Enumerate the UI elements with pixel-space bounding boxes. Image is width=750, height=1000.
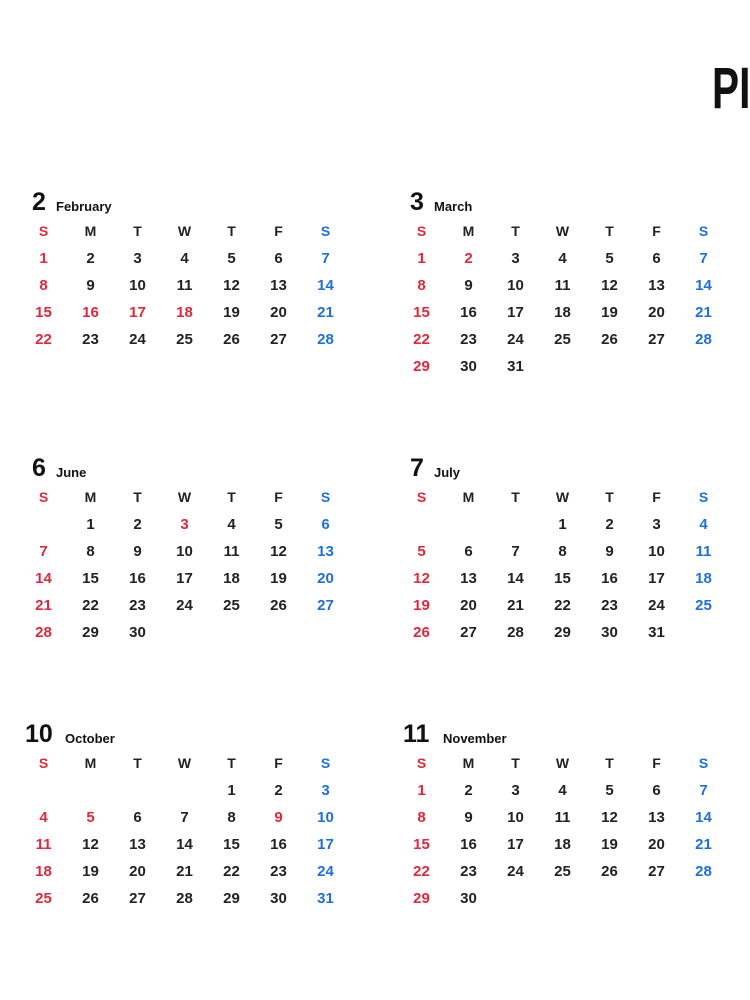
day-cell: 27 xyxy=(317,597,334,614)
day-cell: 16 xyxy=(270,836,287,853)
day-cell: 17 xyxy=(507,304,524,321)
day-cell: 2 xyxy=(464,250,473,267)
month-header xyxy=(398,188,728,218)
weekday-label: M xyxy=(84,223,97,239)
day-cell: 14 xyxy=(317,277,334,294)
day-cell: 19 xyxy=(270,570,287,587)
day-cell: 28 xyxy=(35,624,52,641)
day-cell: 14 xyxy=(176,836,193,853)
month-day-grid xyxy=(20,750,350,912)
day-cell: 29 xyxy=(82,624,99,641)
weekday-label: S xyxy=(320,755,331,771)
day-cell: 3 xyxy=(511,782,520,799)
day-cell: 21 xyxy=(695,304,712,321)
day-cell: 24 xyxy=(129,331,146,348)
month-header xyxy=(20,454,350,484)
day-cell: 25 xyxy=(695,597,712,614)
day-cell: 24 xyxy=(648,597,665,614)
month-november xyxy=(398,720,728,912)
day-cell: 10 xyxy=(129,277,146,294)
day-cell: 23 xyxy=(82,331,99,348)
day-cell: 31 xyxy=(317,890,334,907)
day-cell: 23 xyxy=(460,863,477,880)
day-cell: 8 xyxy=(227,809,236,826)
day-cell: 6 xyxy=(464,543,473,560)
page-title-fragment: PI xyxy=(712,56,750,121)
weekday-label: F xyxy=(274,489,283,505)
day-cell: 27 xyxy=(648,863,665,880)
day-cell: 10 xyxy=(648,543,665,560)
day-cell: 30 xyxy=(460,890,477,907)
day-cell: 11 xyxy=(223,543,240,560)
day-cell: 9 xyxy=(133,543,142,560)
day-cell: 16 xyxy=(82,304,99,321)
empty-day-cell xyxy=(398,511,445,538)
day-cell: 15 xyxy=(35,304,52,321)
empty-day-cell xyxy=(20,511,67,538)
day-cell: 17 xyxy=(507,836,524,853)
day-cell: 21 xyxy=(317,304,334,321)
day-cell: 7 xyxy=(180,809,189,826)
weekday-label: W xyxy=(177,489,192,505)
day-cell: 22 xyxy=(35,331,52,348)
day-cell: 27 xyxy=(460,624,477,641)
day-cell: 6 xyxy=(652,782,661,799)
day-cell: 18 xyxy=(176,304,193,321)
day-cell: 22 xyxy=(413,863,430,880)
day-cell: 30 xyxy=(460,358,477,375)
day-cell: 4 xyxy=(180,250,189,267)
day-cell: 16 xyxy=(460,836,477,853)
day-cell: 15 xyxy=(413,836,430,853)
day-cell: 23 xyxy=(129,597,146,614)
day-cell: 3 xyxy=(133,250,142,267)
day-cell: 14 xyxy=(695,277,712,294)
month-header xyxy=(20,188,350,218)
empty-day-cell xyxy=(114,777,161,804)
day-cell: 1 xyxy=(417,782,426,799)
day-cell: 11 xyxy=(554,277,571,294)
weekday-label: F xyxy=(652,755,661,771)
day-cell: 2 xyxy=(464,782,473,799)
day-cell: 29 xyxy=(413,890,430,907)
day-cell: 29 xyxy=(413,358,430,375)
day-cell: 26 xyxy=(601,863,618,880)
day-cell: 4 xyxy=(39,809,48,826)
day-cell: 6 xyxy=(652,250,661,267)
weekday-label: M xyxy=(462,223,475,239)
weekday-label: T xyxy=(133,489,142,505)
day-cell: 27 xyxy=(270,331,287,348)
day-cell: 14 xyxy=(507,570,524,587)
weekday-label: S xyxy=(698,223,709,239)
day-cell: 9 xyxy=(274,809,283,826)
day-cell: 31 xyxy=(507,358,524,375)
day-cell: 22 xyxy=(223,863,240,880)
day-cell: 26 xyxy=(270,597,287,614)
month-day-grid xyxy=(398,750,728,912)
day-cell: 5 xyxy=(227,250,236,267)
day-cell: 19 xyxy=(223,304,240,321)
weekday-label: W xyxy=(177,755,192,771)
day-cell: 10 xyxy=(507,277,524,294)
month-october xyxy=(20,720,350,912)
day-cell: 19 xyxy=(601,836,618,853)
day-cell: 13 xyxy=(648,809,665,826)
weekday-label: T xyxy=(511,489,520,505)
day-cell: 31 xyxy=(648,624,665,641)
day-cell: 21 xyxy=(695,836,712,853)
weekday-label: T xyxy=(227,223,236,239)
day-cell: 15 xyxy=(554,570,571,587)
day-cell: 12 xyxy=(223,277,240,294)
day-cell: 16 xyxy=(460,304,477,321)
day-cell: 6 xyxy=(274,250,283,267)
weekday-label: W xyxy=(555,755,570,771)
day-cell: 24 xyxy=(317,863,334,880)
day-cell: 3 xyxy=(511,250,520,267)
day-cell: 5 xyxy=(605,782,614,799)
weekday-label: W xyxy=(177,223,192,239)
weekday-label: S xyxy=(416,223,427,239)
month-name: March xyxy=(434,199,473,214)
weekday-label: S xyxy=(698,489,709,505)
day-cell: 8 xyxy=(417,277,426,294)
day-cell: 4 xyxy=(558,782,567,799)
weekday-label: M xyxy=(84,755,97,771)
empty-day-cell xyxy=(445,511,492,538)
month-day-grid xyxy=(20,484,350,646)
day-cell: 4 xyxy=(227,516,236,533)
month-day-grid xyxy=(20,218,350,353)
day-cell: 25 xyxy=(223,597,240,614)
weekday-label: S xyxy=(320,223,331,239)
weekday-label: W xyxy=(555,489,570,505)
day-cell: 22 xyxy=(413,331,430,348)
day-cell: 12 xyxy=(601,809,618,826)
day-cell: 26 xyxy=(82,890,99,907)
day-cell: 17 xyxy=(317,836,334,853)
day-cell: 9 xyxy=(464,809,473,826)
day-cell: 8 xyxy=(417,809,426,826)
day-cell: 19 xyxy=(413,597,430,614)
weekday-label: S xyxy=(38,489,49,505)
day-cell: 26 xyxy=(223,331,240,348)
weekday-label: T xyxy=(605,755,614,771)
day-cell: 4 xyxy=(558,250,567,267)
day-cell: 5 xyxy=(86,809,95,826)
day-cell: 15 xyxy=(82,570,99,587)
day-cell: 18 xyxy=(554,304,571,321)
weekday-label: F xyxy=(274,223,283,239)
day-cell: 6 xyxy=(321,516,330,533)
day-cell: 1 xyxy=(417,250,426,267)
day-cell: 30 xyxy=(601,624,618,641)
day-cell: 13 xyxy=(460,570,477,587)
day-cell: 9 xyxy=(605,543,614,560)
month-name: June xyxy=(56,465,87,480)
day-cell: 1 xyxy=(227,782,236,799)
day-cell: 23 xyxy=(270,863,287,880)
day-cell: 7 xyxy=(699,250,708,267)
weekday-label: F xyxy=(652,489,661,505)
day-cell: 13 xyxy=(648,277,665,294)
day-cell: 24 xyxy=(507,863,524,880)
day-cell: 7 xyxy=(699,782,708,799)
day-cell: 28 xyxy=(507,624,524,641)
day-cell: 1 xyxy=(39,250,48,267)
day-cell: 29 xyxy=(554,624,571,641)
day-cell: 8 xyxy=(86,543,95,560)
day-cell: 28 xyxy=(695,863,712,880)
empty-day-cell xyxy=(67,777,114,804)
day-cell: 22 xyxy=(554,597,571,614)
day-cell: 18 xyxy=(695,570,712,587)
day-cell: 20 xyxy=(270,304,287,321)
weekday-label: M xyxy=(462,489,475,505)
empty-day-cell xyxy=(492,511,539,538)
day-cell: 16 xyxy=(601,570,618,587)
weekday-label: T xyxy=(605,223,614,239)
weekday-label: S xyxy=(416,755,427,771)
day-cell: 26 xyxy=(601,331,618,348)
month-july xyxy=(398,454,728,646)
day-cell: 13 xyxy=(317,543,334,560)
day-cell: 5 xyxy=(274,516,283,533)
day-cell: 20 xyxy=(648,836,665,853)
day-cell: 10 xyxy=(317,809,334,826)
day-cell: 7 xyxy=(511,543,520,560)
day-cell: 23 xyxy=(460,331,477,348)
weekday-label: S xyxy=(38,755,49,771)
day-cell: 8 xyxy=(39,277,48,294)
day-cell: 17 xyxy=(129,304,146,321)
day-cell: 30 xyxy=(129,624,146,641)
day-cell: 11 xyxy=(176,277,193,294)
day-cell: 1 xyxy=(86,516,95,533)
weekday-label: S xyxy=(416,489,427,505)
day-cell: 10 xyxy=(507,809,524,826)
weekday-label: T xyxy=(227,755,236,771)
month-number: 10 xyxy=(25,720,53,748)
day-cell: 1 xyxy=(558,516,567,533)
day-cell: 25 xyxy=(176,331,193,348)
empty-day-cell xyxy=(161,777,208,804)
weekday-label: W xyxy=(555,223,570,239)
day-cell: 21 xyxy=(35,597,52,614)
day-cell: 28 xyxy=(695,331,712,348)
weekday-label: T xyxy=(605,489,614,505)
day-cell: 12 xyxy=(270,543,287,560)
day-cell: 15 xyxy=(223,836,240,853)
month-day-grid xyxy=(398,484,728,646)
weekday-label: T xyxy=(511,223,520,239)
day-cell: 8 xyxy=(558,543,567,560)
day-cell: 7 xyxy=(39,543,48,560)
day-cell: 13 xyxy=(129,836,146,853)
day-cell: 20 xyxy=(129,863,146,880)
weekday-label: T xyxy=(133,223,142,239)
day-cell: 28 xyxy=(317,331,334,348)
day-cell: 15 xyxy=(413,304,430,321)
day-cell: 16 xyxy=(129,570,146,587)
day-cell: 3 xyxy=(652,516,661,533)
weekday-label: M xyxy=(462,755,475,771)
day-cell: 25 xyxy=(554,863,571,880)
month-number: 3 xyxy=(410,188,424,216)
month-name: October xyxy=(65,731,115,746)
day-cell: 20 xyxy=(648,304,665,321)
weekday-label: M xyxy=(84,489,97,505)
weekday-label: T xyxy=(227,489,236,505)
day-cell: 25 xyxy=(35,890,52,907)
day-cell: 25 xyxy=(554,331,571,348)
day-cell: 11 xyxy=(554,809,571,826)
day-cell: 14 xyxy=(35,570,52,587)
day-cell: 24 xyxy=(176,597,193,614)
day-cell: 27 xyxy=(129,890,146,907)
day-cell: 19 xyxy=(82,863,99,880)
day-cell: 7 xyxy=(321,250,330,267)
day-cell: 3 xyxy=(180,516,189,533)
month-number: 11 xyxy=(403,720,430,748)
day-cell: 2 xyxy=(86,250,95,267)
day-cell: 20 xyxy=(460,597,477,614)
month-name: February xyxy=(56,199,112,214)
day-cell: 12 xyxy=(82,836,99,853)
weekday-label: T xyxy=(133,755,142,771)
month-number: 6 xyxy=(32,454,46,482)
day-cell: 5 xyxy=(417,543,426,560)
weekday-label: S xyxy=(698,755,709,771)
day-cell: 12 xyxy=(413,570,430,587)
day-cell: 9 xyxy=(464,277,473,294)
day-cell: 21 xyxy=(176,863,193,880)
day-cell: 19 xyxy=(601,304,618,321)
weekday-label: T xyxy=(511,755,520,771)
month-march xyxy=(398,188,728,380)
day-cell: 18 xyxy=(223,570,240,587)
day-cell: 30 xyxy=(270,890,287,907)
day-cell: 28 xyxy=(176,890,193,907)
day-cell: 2 xyxy=(274,782,283,799)
weekday-label: F xyxy=(274,755,283,771)
day-cell: 22 xyxy=(82,597,99,614)
day-cell: 4 xyxy=(699,516,708,533)
weekday-label: F xyxy=(652,223,661,239)
day-cell: 11 xyxy=(35,836,52,853)
month-header xyxy=(398,454,728,484)
empty-day-cell xyxy=(20,777,67,804)
day-cell: 9 xyxy=(86,277,95,294)
month-day-grid xyxy=(398,218,728,380)
day-cell: 27 xyxy=(648,331,665,348)
day-cell: 26 xyxy=(413,624,430,641)
month-number: 7 xyxy=(410,454,424,482)
month-number: 2 xyxy=(32,188,46,216)
month-header xyxy=(398,720,728,750)
day-cell: 6 xyxy=(133,809,142,826)
day-cell: 12 xyxy=(601,277,618,294)
day-cell: 2 xyxy=(133,516,142,533)
day-cell: 18 xyxy=(35,863,52,880)
day-cell: 2 xyxy=(605,516,614,533)
day-cell: 10 xyxy=(176,543,193,560)
day-cell: 14 xyxy=(695,809,712,826)
day-cell: 3 xyxy=(321,782,330,799)
day-cell: 11 xyxy=(695,543,712,560)
weekday-label: S xyxy=(320,489,331,505)
day-cell: 18 xyxy=(554,836,571,853)
day-cell: 17 xyxy=(648,570,665,587)
day-cell: 5 xyxy=(605,250,614,267)
month-header xyxy=(20,720,350,750)
day-cell: 24 xyxy=(507,331,524,348)
day-cell: 21 xyxy=(507,597,524,614)
day-cell: 29 xyxy=(223,890,240,907)
day-cell: 23 xyxy=(601,597,618,614)
month-name: November xyxy=(443,731,507,746)
month-february xyxy=(20,188,350,353)
day-cell: 17 xyxy=(176,570,193,587)
weekday-label: S xyxy=(38,223,49,239)
day-cell: 13 xyxy=(270,277,287,294)
month-name: July xyxy=(434,465,461,480)
day-cell: 20 xyxy=(317,570,334,587)
month-june xyxy=(20,454,350,646)
